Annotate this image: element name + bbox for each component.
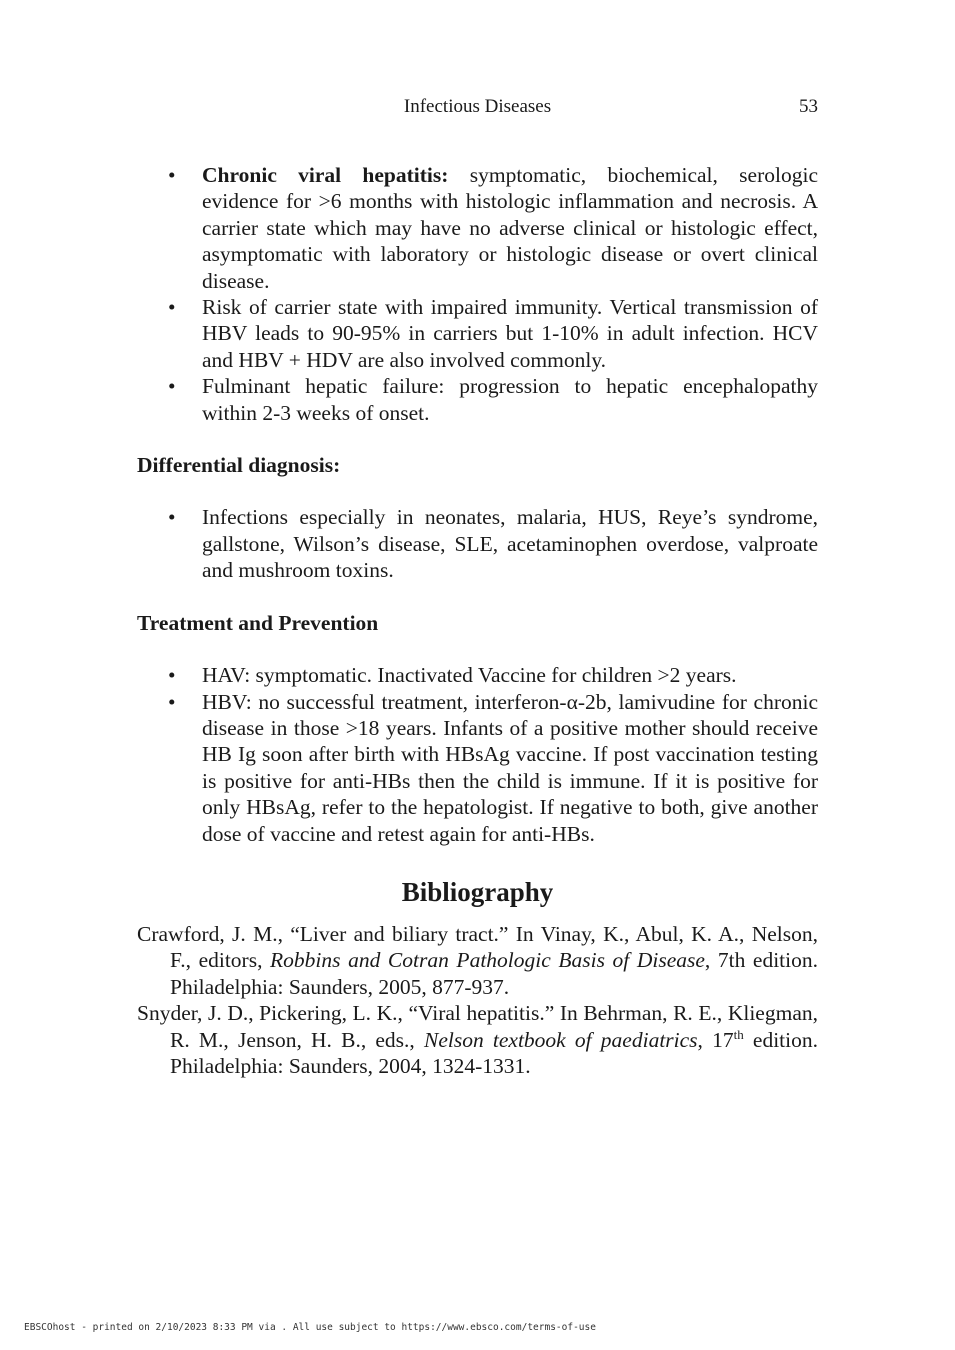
- list-item: • Risk of carrier state with impaired immunity. Vertical transmission of HBV leads to 90-95% in carriers but 1-10% in adult infection. HCV and HBV + HDV are also involved commonly.: [137, 294, 818, 373]
- list-item: • HAV: symptomatic. Inactivated Vaccine for children >2 years.: [137, 662, 818, 688]
- list-item: • HBV: no successful treatment, interferon-α-2b, lamivudine for chronic disease in those >18 years. Infants of a positive mother should receive HB Ig soon after birth with HBsAg vaccine. If post vaccination testing is positive for anti-HBs then the child is immune. If it is positive for only HBsAg, refer to the hepatologist. If negative to both, give another dose of vaccine and retest again for anti-HBs.: [137, 689, 818, 847]
- bibliography-entry: [137, 1000, 818, 1079]
- section-heading-differential: Differential diagnosis:: [137, 453, 341, 478]
- citation-work-title: Nelson textbook of paediatrics: [423, 1027, 698, 1052]
- running-header: [137, 96, 818, 120]
- intro-bullet-list: [137, 162, 818, 426]
- bibliography-list: [137, 921, 818, 1079]
- list-item: • Fulminant hepatic failure: progression to hepatic encephalopathy within 2-3 weeks of onset.: [137, 373, 818, 426]
- page-number: 53: [799, 96, 818, 117]
- running-title: Infectious Diseases: [403, 96, 552, 117]
- section-heading-treatment: Treatment and Prevention: [137, 610, 379, 635]
- edition-number: 17: [712, 1027, 734, 1052]
- treatment-bullet-list: [137, 662, 818, 847]
- citation-text: edition. Philadelphia: Saunders, 2004, 1324-1331.: [170, 1027, 819, 1078]
- list-item: • Infections especially in neonates, malaria, HUS, Reye’s syndrome, gallstone, Wilson’s disease, SLE, acetaminophen overdose, valproate and mushroom toxins.: [137, 504, 818, 583]
- differential-bullet-list: [137, 504, 818, 583]
- citation-work-title: Robbins and Cotran Pathologic Basis of Disease: [270, 948, 705, 973]
- citation-text: , 7th edition. Philadelphia: Saunders, 2005, 877-937.: [170, 948, 818, 999]
- citation-text: Crawford, J. M., “Liver and biliary tract.” In Vinay, K., Abul, K. A., Nelson, F., editors,: [137, 921, 818, 973]
- edition-superscript: th: [733, 1026, 744, 1042]
- citation-text: ,: [697, 1027, 703, 1052]
- bibliography-entry: [137, 921, 818, 1000]
- list-item-text: symptomatic, biochemical, serologic evidence for >6 months with histologic inflammation and necrosis. A carrier state which may have no adverse clinical or histologic effect, asymptomatic with laboratory or histologic disease or overt clinical disease.: [202, 163, 818, 293]
- list-item: [137, 162, 818, 294]
- bold-lead: Chronic viral hepatitis:: [202, 163, 449, 187]
- print-footer: EBSCOhost - printed on 2/10/2023 8:33 PM via . All use subject to https://www.ebsco.com/terms-of-use: [24, 1322, 596, 1333]
- bibliography-title: Bibliography: [401, 876, 554, 907]
- citation-text: Snyder, J. D., Pickering, L. K., “Viral hepatitis.” In Behrman, R. E., Kliegman, R. M., Jenson, H. B., eds.,: [137, 1001, 818, 1052]
- page-content: [137, 162, 818, 1079]
